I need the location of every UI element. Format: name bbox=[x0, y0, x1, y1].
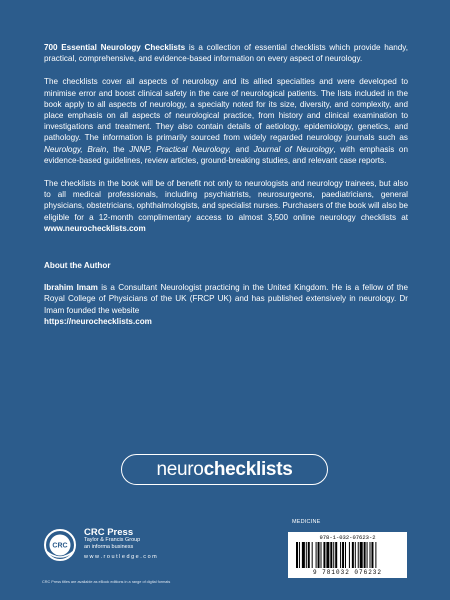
crc-badge-icon bbox=[42, 527, 78, 563]
author-bio: is a Consultant Neurologist practicing in the United Kingdom. He is a fellow of the Royal College of Physicians of the UK (FRCP UK) and has published extensively in neurology. Dr Imam founded the website bbox=[44, 283, 408, 315]
isbn-bottom-text: 9 781032 076232 bbox=[312, 569, 382, 576]
journal-names-3: Journal of Neurology bbox=[253, 144, 334, 154]
author-website-link[interactable]: https://neurochecklists.com bbox=[44, 316, 152, 326]
publisher-group: Taylor & Francis Group bbox=[84, 537, 141, 543]
crc-badge-text: CRC bbox=[52, 542, 68, 550]
about-author-heading: About the Author bbox=[44, 261, 111, 271]
logo-part-checklists: checklists bbox=[203, 458, 293, 480]
ebook-footnote: CRC Press titles are available as eBook editions in a range of digital formats bbox=[42, 580, 171, 584]
scope-text-d: , with emphasis on evidence-based guidelines, review articles, ground-breaking studies, and relevant case reports. bbox=[44, 144, 408, 165]
publisher-logo bbox=[42, 527, 157, 563]
author-paragraph bbox=[44, 282, 408, 327]
website-link[interactable]: www.neurochecklists.com bbox=[44, 223, 146, 233]
author-name: Ibrahim Imam bbox=[44, 283, 98, 293]
isbn-barcode bbox=[288, 532, 407, 578]
journal-names-1: Neurology, Brain bbox=[44, 144, 107, 154]
back-cover-text bbox=[44, 42, 408, 339]
publisher-name: CRC Press bbox=[84, 527, 134, 538]
isbn-top-text: 978-1-032-07623-2 bbox=[319, 534, 376, 541]
publisher-info bbox=[84, 529, 157, 561]
publisher-informa: an informa business bbox=[84, 544, 134, 550]
audience-text: The checklists in the book will be of benefit not only to neurologists and neurology trainees, but also to all medical professionals, including psychiatrists, neurosurgeons, paediatricians, general physicians, obstetricians, ophthalmologists, and specialist nurses. Purchasers of the book will also be eligible for a 12-month complimentary access to almost 3,500 online neurology checklists at bbox=[44, 179, 409, 222]
barcode-bars bbox=[296, 542, 399, 568]
neurochecklists-logo bbox=[121, 454, 328, 485]
subject-label: MEDICINE bbox=[292, 519, 321, 525]
logo-part-neuro: neuro bbox=[156, 458, 204, 480]
scope-text-c: and bbox=[230, 144, 254, 154]
audience-paragraph bbox=[44, 178, 408, 234]
intro-paragraph bbox=[44, 42, 408, 64]
scope-text-a: The checklists cover all aspects of neurology and its allied specialties and were developed to minimise error and boost clinical safety in the care of neurological patients. The lists included in the book apply to all aspects of neurology, a specialty noted for its size, diversity, and complexity, and place emphasis on all aspects of neurological practice, from history and clinical examination to investigations and treatment. They also contain details of aetiology, epidemiology, genetics, and pathology. The information is primarily sourced from widely regarded neurology journals such as bbox=[44, 77, 408, 143]
scope-paragraph bbox=[44, 76, 408, 166]
journal-names-2: JNNP, Practical Neurology, bbox=[129, 144, 231, 154]
publisher-website[interactable]: w w w . r o u t l e d g e . c o m bbox=[84, 554, 157, 560]
intro-text: is a collection of essential checklists which provide handy, practical, comprehensive, and evidence-based information on every aspect of neurology. bbox=[44, 43, 408, 64]
scope-text-b: , the bbox=[106, 144, 130, 154]
book-title: 700 Essential Neurology Checklists bbox=[44, 43, 186, 52]
